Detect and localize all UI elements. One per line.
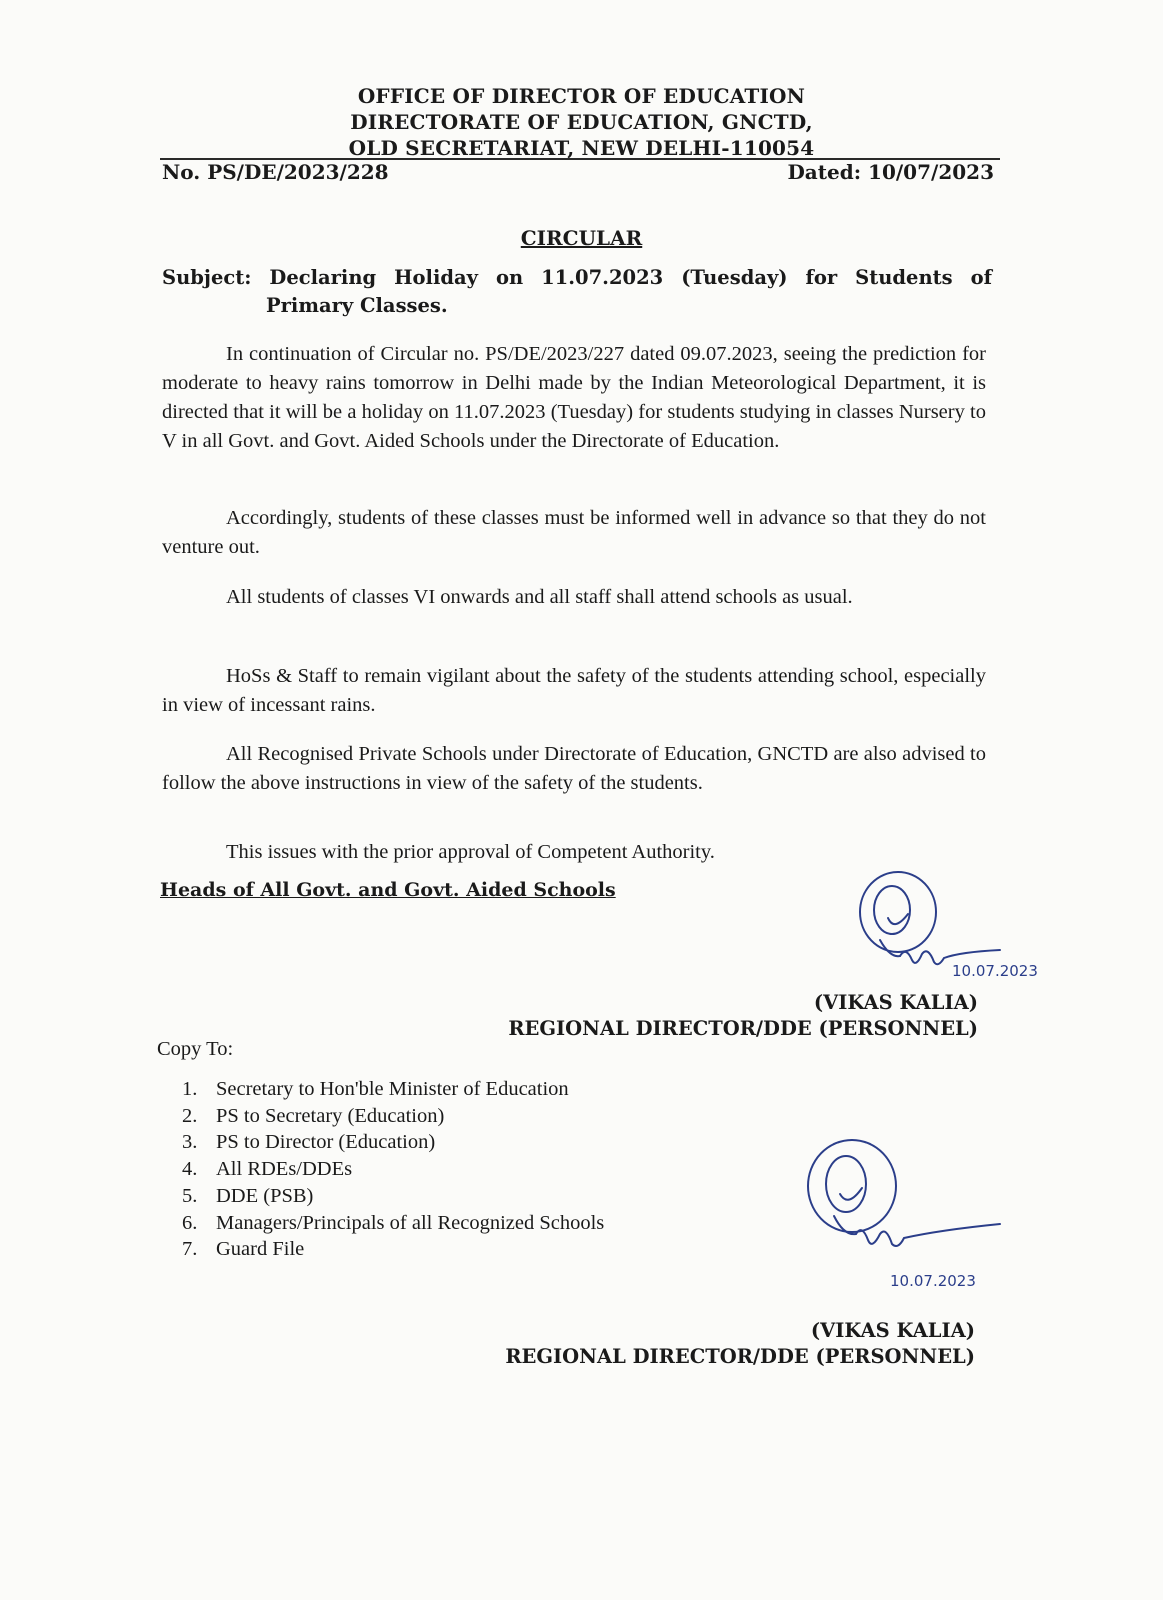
list-item: 1. Secretary to Hon'ble Minister of Education (182, 1078, 569, 1100)
paragraph-private-schools: All Recognised Private Schools under Directorate of Education, GNCTD are also advised to follow the above instructions in view of the safety of the students. (162, 743, 986, 794)
office-title: OFFICE OF DIRECTOR OF EDUCATION (357, 84, 806, 108)
list-item: 7. Guard File (182, 1238, 305, 1261)
reference-row (162, 160, 994, 184)
paragraph-continuation: In continuation of Circular no. PS/DE/2023/227 dated 09.07.2023, seeing the prediction for moderate to heavy rains tomorrow in Delhi made by the Indian Meteorological Department, it is directed that it will be a holiday on 11.07.2023 (Tuesday) for students studying in classes Nursery to V in all Govt. and Govt. Aided Schools under the Directorate of Education. (162, 343, 986, 452)
subject-block (162, 264, 992, 320)
office-address: OLD SECRETARIAT, NEW DELHI-110054 (348, 136, 815, 160)
list-item: 6. Managers/Principals of all Recognized Schools (182, 1211, 605, 1234)
signatory-block (460, 990, 978, 1042)
list-item: 3. PS to Director (Education) (182, 1131, 436, 1154)
paragraph-vigilance: HoSs & Staff to remain vigilant about the safety of the students attending school, especially in view of incessant rains. (162, 665, 986, 716)
document-title: CIRCULAR (520, 226, 643, 250)
svg-text:10.07.2023: 10.07.2023 (952, 962, 1038, 980)
signatory-name-copy: (VIKAS KALIA) (810, 1319, 975, 1342)
paragraph-approval: This issues with the prior approval of Competent Authority. (226, 841, 715, 863)
circular-date: Dated: 10/07/2023 (787, 160, 994, 184)
signatory-block-copy (460, 1318, 975, 1370)
signatory-designation: REGIONAL DIRECTOR/DDE (PERSONNEL) (508, 1017, 978, 1040)
signature-2 (800, 1134, 1030, 1294)
svg-text:10.07.2023: 10.07.2023 (890, 1272, 976, 1290)
signatory-designation-copy: REGIONAL DIRECTOR/DDE (PERSONNEL) (505, 1345, 975, 1368)
subject-line: Subject: Declaring Holiday on 11.07.2023 (Tuesday) for Students of (162, 266, 992, 289)
directorate-title: DIRECTORATE OF EDUCATION, GNCTD, (350, 110, 813, 134)
signatory-name: (VIKAS KALIA) (813, 991, 978, 1014)
copy-to-list (182, 1076, 604, 1263)
copy-to-label: Copy To: (157, 1038, 234, 1060)
signature-1 (850, 866, 1070, 986)
list-item: 5. DDE (PSB) (182, 1184, 314, 1207)
addressee: Heads of All Govt. and Govt. Aided Schools (160, 879, 616, 901)
list-item: 2. PS to Secretary (Education) (182, 1104, 445, 1127)
list-item: 4. All RDEs/DDEs (182, 1158, 353, 1181)
paragraph-classes-vi: All students of classes VI onwards and all staff shall attend schools as usual. (226, 586, 853, 608)
paragraph-inform-students: Accordingly, students of these classes must be informed well in advance so that they do not venture out. (162, 507, 986, 558)
subject-continuation: Primary Classes. (266, 294, 448, 317)
circular-number: No. PS/DE/2023/228 (162, 160, 389, 184)
